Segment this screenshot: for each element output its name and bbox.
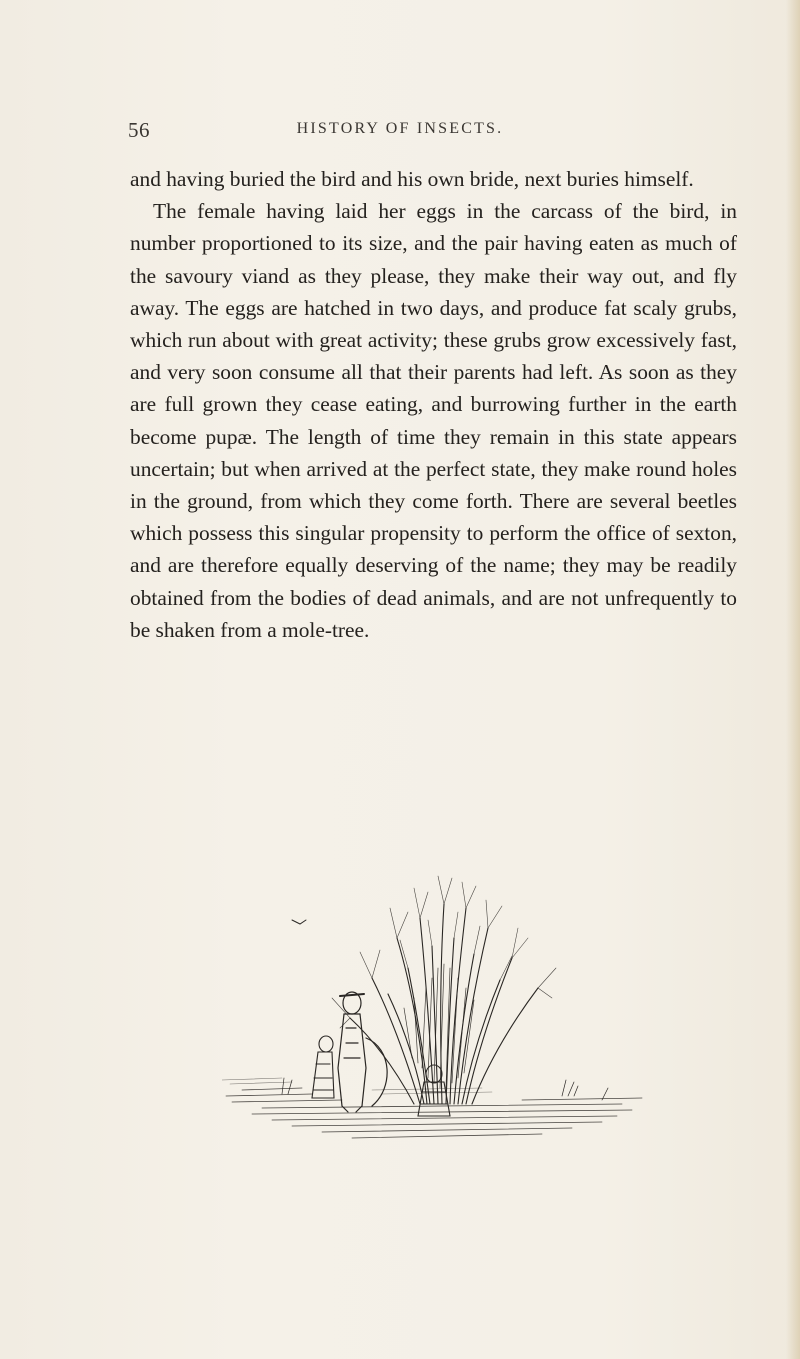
stump-fine-roots	[332, 876, 556, 1028]
engraving-illustration	[222, 868, 652, 1158]
body-text	[130, 163, 737, 646]
page-header	[0, 118, 800, 148]
page-number: 56	[128, 118, 150, 142]
running-head: HISTORY OF INSECTS.	[296, 120, 504, 137]
stump-roots	[350, 904, 538, 1104]
paragraph-continued: and having buried the bird and his own bride, next buries himself.	[130, 167, 694, 191]
child-figure-small-right	[418, 1065, 450, 1116]
paragraph: The female having laid her eggs in the carcass of the bird, in number proportioned to its size, and the pair having eaten as much of the savoury viand as they please, they make their way out, and fly away. The eggs are hatched in two days, and produce fat scaly grubs, which run about with great activity; these grubs grow excessively fast, and very soon consume all that their parents had left. As soon as they are full grown they cease eating, and burrowing further in the earth become pupæ. The length of time they remain in this state appears uncertain; but when arrived at the perfect state, they make round holes in the ground, from which they come forth. There are several beetles which possess this singular propensity to perform the office of sexton, and are therefore equally deserving of the name; they may be readily obtained from the bodies of dead animals, and are not unfrequently to be shaken from a mole-tree.	[130, 199, 737, 642]
child-figure-tall	[338, 992, 387, 1112]
bird-mark	[292, 920, 306, 924]
child-figure-small-left	[312, 1036, 334, 1098]
horizon-strokes	[222, 1078, 492, 1094]
stump-shading	[404, 964, 474, 1088]
page-edge-shadow	[786, 0, 800, 1359]
